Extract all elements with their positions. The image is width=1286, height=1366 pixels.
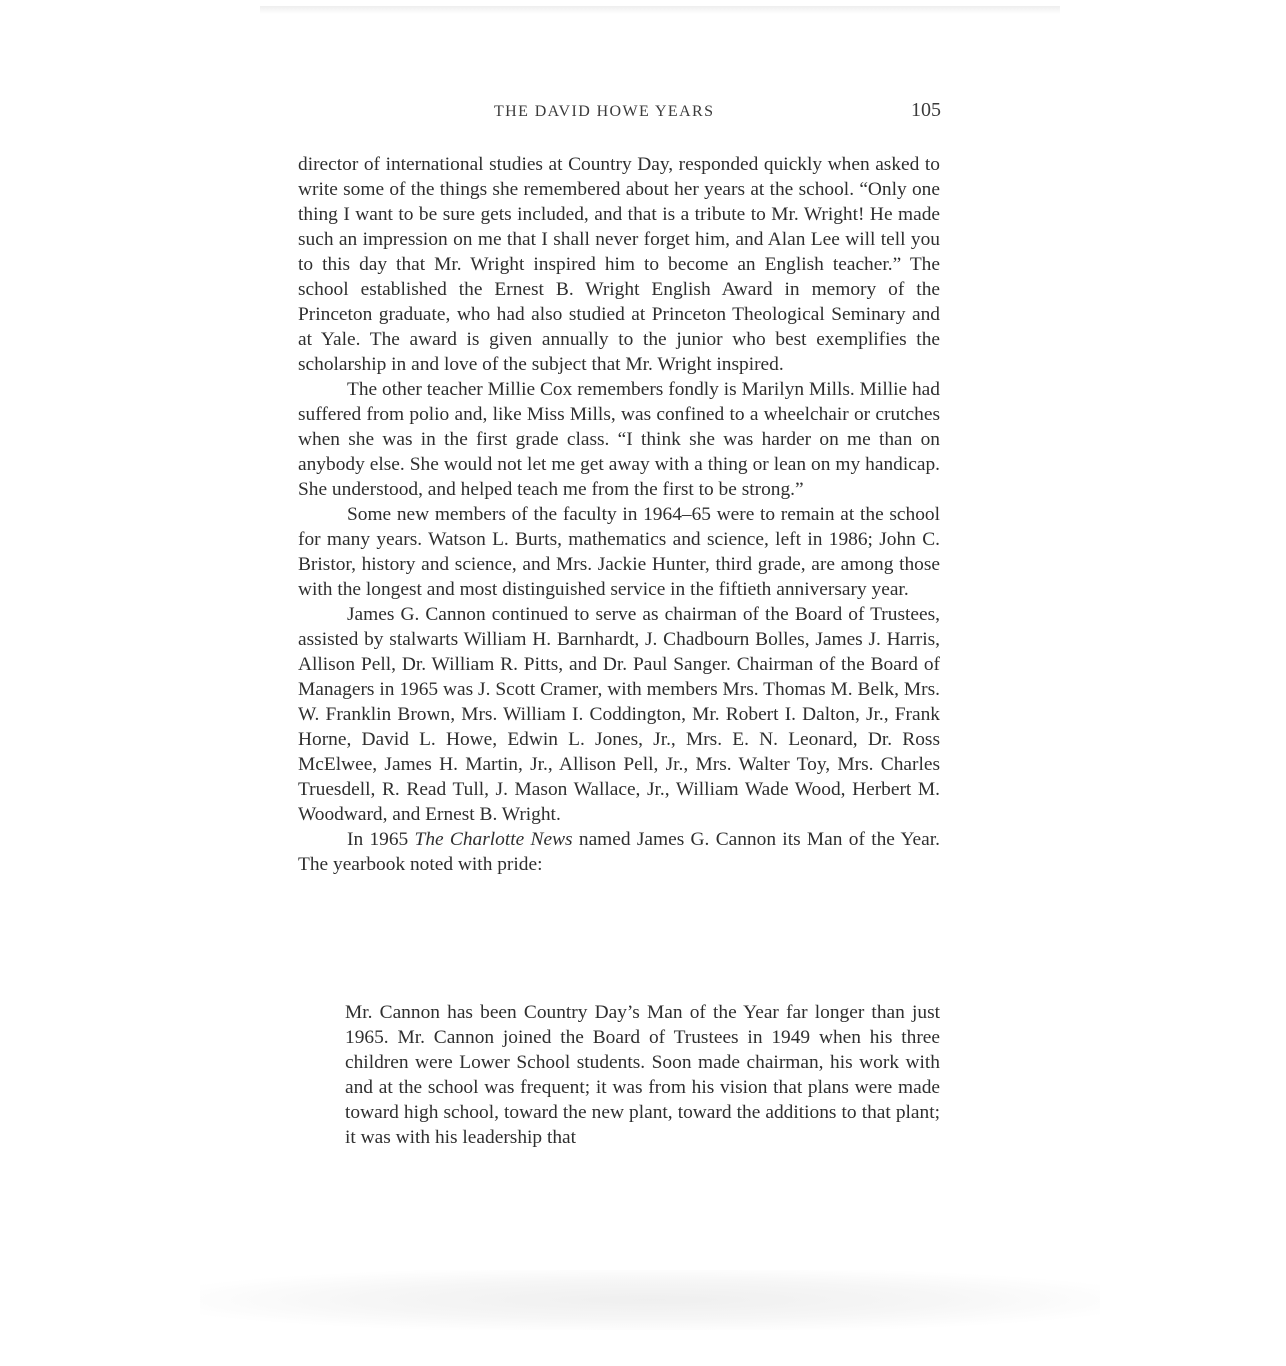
paragraph-2: The other teacher Millie Cox remembers fondly is Marilyn Mills. Millie had suffered from polio and, like Miss Mills, was confined to a wheelchair or crutches when she was in the first grade class. “I think she was harder on me than on anybody else. She would not let me get away with a thing or lean on my handicap. She understood, and helped teach me from the first to be strong.” — [298, 379, 940, 500]
page-header — [297, 99, 941, 129]
running-title: THE DAVID HOWE YEARS — [494, 103, 715, 120]
body-text — [298, 152, 940, 877]
paragraph-4: James G. Cannon continued to serve as chairman of the Board of Trustees, assisted by stalwarts William H. Barnhardt, J. Chadbourn Bolles, James J. Harris, Allison Pell, Dr. William R. Pitts, and Dr. Paul Sanger. Chairman of the Board of Managers in 1965 was J. Scott Cramer, with members Mrs. Thomas M. Belk, Mrs. W. Franklin Brown, Mrs. William I. Coddington, Mr. Robert I. Dalton, Jr., Frank Horne, David L. Howe, Edwin L. Jones, Jr., Mrs. E. N. Leonard, Dr. Ross McElwee, James H. Martin, Jr., Allison Pell, Jr., Mrs. Walter Toy, Mrs. Charles Truesdell, R. Read Tull, J. Mason Wallace, Jr., William Wade Wood, Herbert M. Woodward, and Ernest B. Wright. — [298, 604, 940, 825]
page-top-shadow — [260, 6, 1060, 14]
paragraph-1: director of international studies at Country Day, responded quickly when asked to write some of the things she remembered about her years at the school. “Only one thing I want to be sure gets included, and that is a tribute to Mr. Wright! He made such an impression on me that I shall never forget him, and Alan Lee will tell you to this day that Mr. Wright inspired him to become an English teacher.” The school established the Ernest B. Wright English Award in memory of the Princeton graduate, who had also studied at Princeton Theological Seminary and at Yale. The award is given annually to the junior who best exemplifies the scholarship in and love of the subject that Mr. Wright inspired. — [298, 154, 940, 375]
newspaper-title: The Charlotte News — [414, 829, 573, 850]
paragraph-5-rest: named James G. Cannon its Man of the Year. The yearbook noted with pride: — [298, 829, 940, 875]
block-quote: Mr. Cannon has been Country Day’s Man of the Year far longer than just 1965. Mr. Cannon joined the Board of Trustees in 1949 when his three children were Lower School students. Soon made chairman, his work with and at the school was frequent; it was from his vision that plans were made toward high school, toward the new plant, toward the additions to that plant; it was with his leadership that — [345, 1002, 940, 1148]
paragraph-5-lead: In 1965 — [347, 829, 415, 850]
paragraph-3: Some new members of the faculty in 1964–65 were to remain at the school for many years. Watson L. Burts, mathematics and science, left in 1986; John C. Bristor, history and science, and Mrs. Jackie Hunter, third grade, are among those with the longest and most distinguished service in the fiftieth anniversary year. — [298, 504, 940, 600]
paragraph-5 — [298, 827, 940, 877]
page-bottom-shadow — [200, 1270, 1100, 1330]
page-number: 105 — [911, 99, 941, 121]
